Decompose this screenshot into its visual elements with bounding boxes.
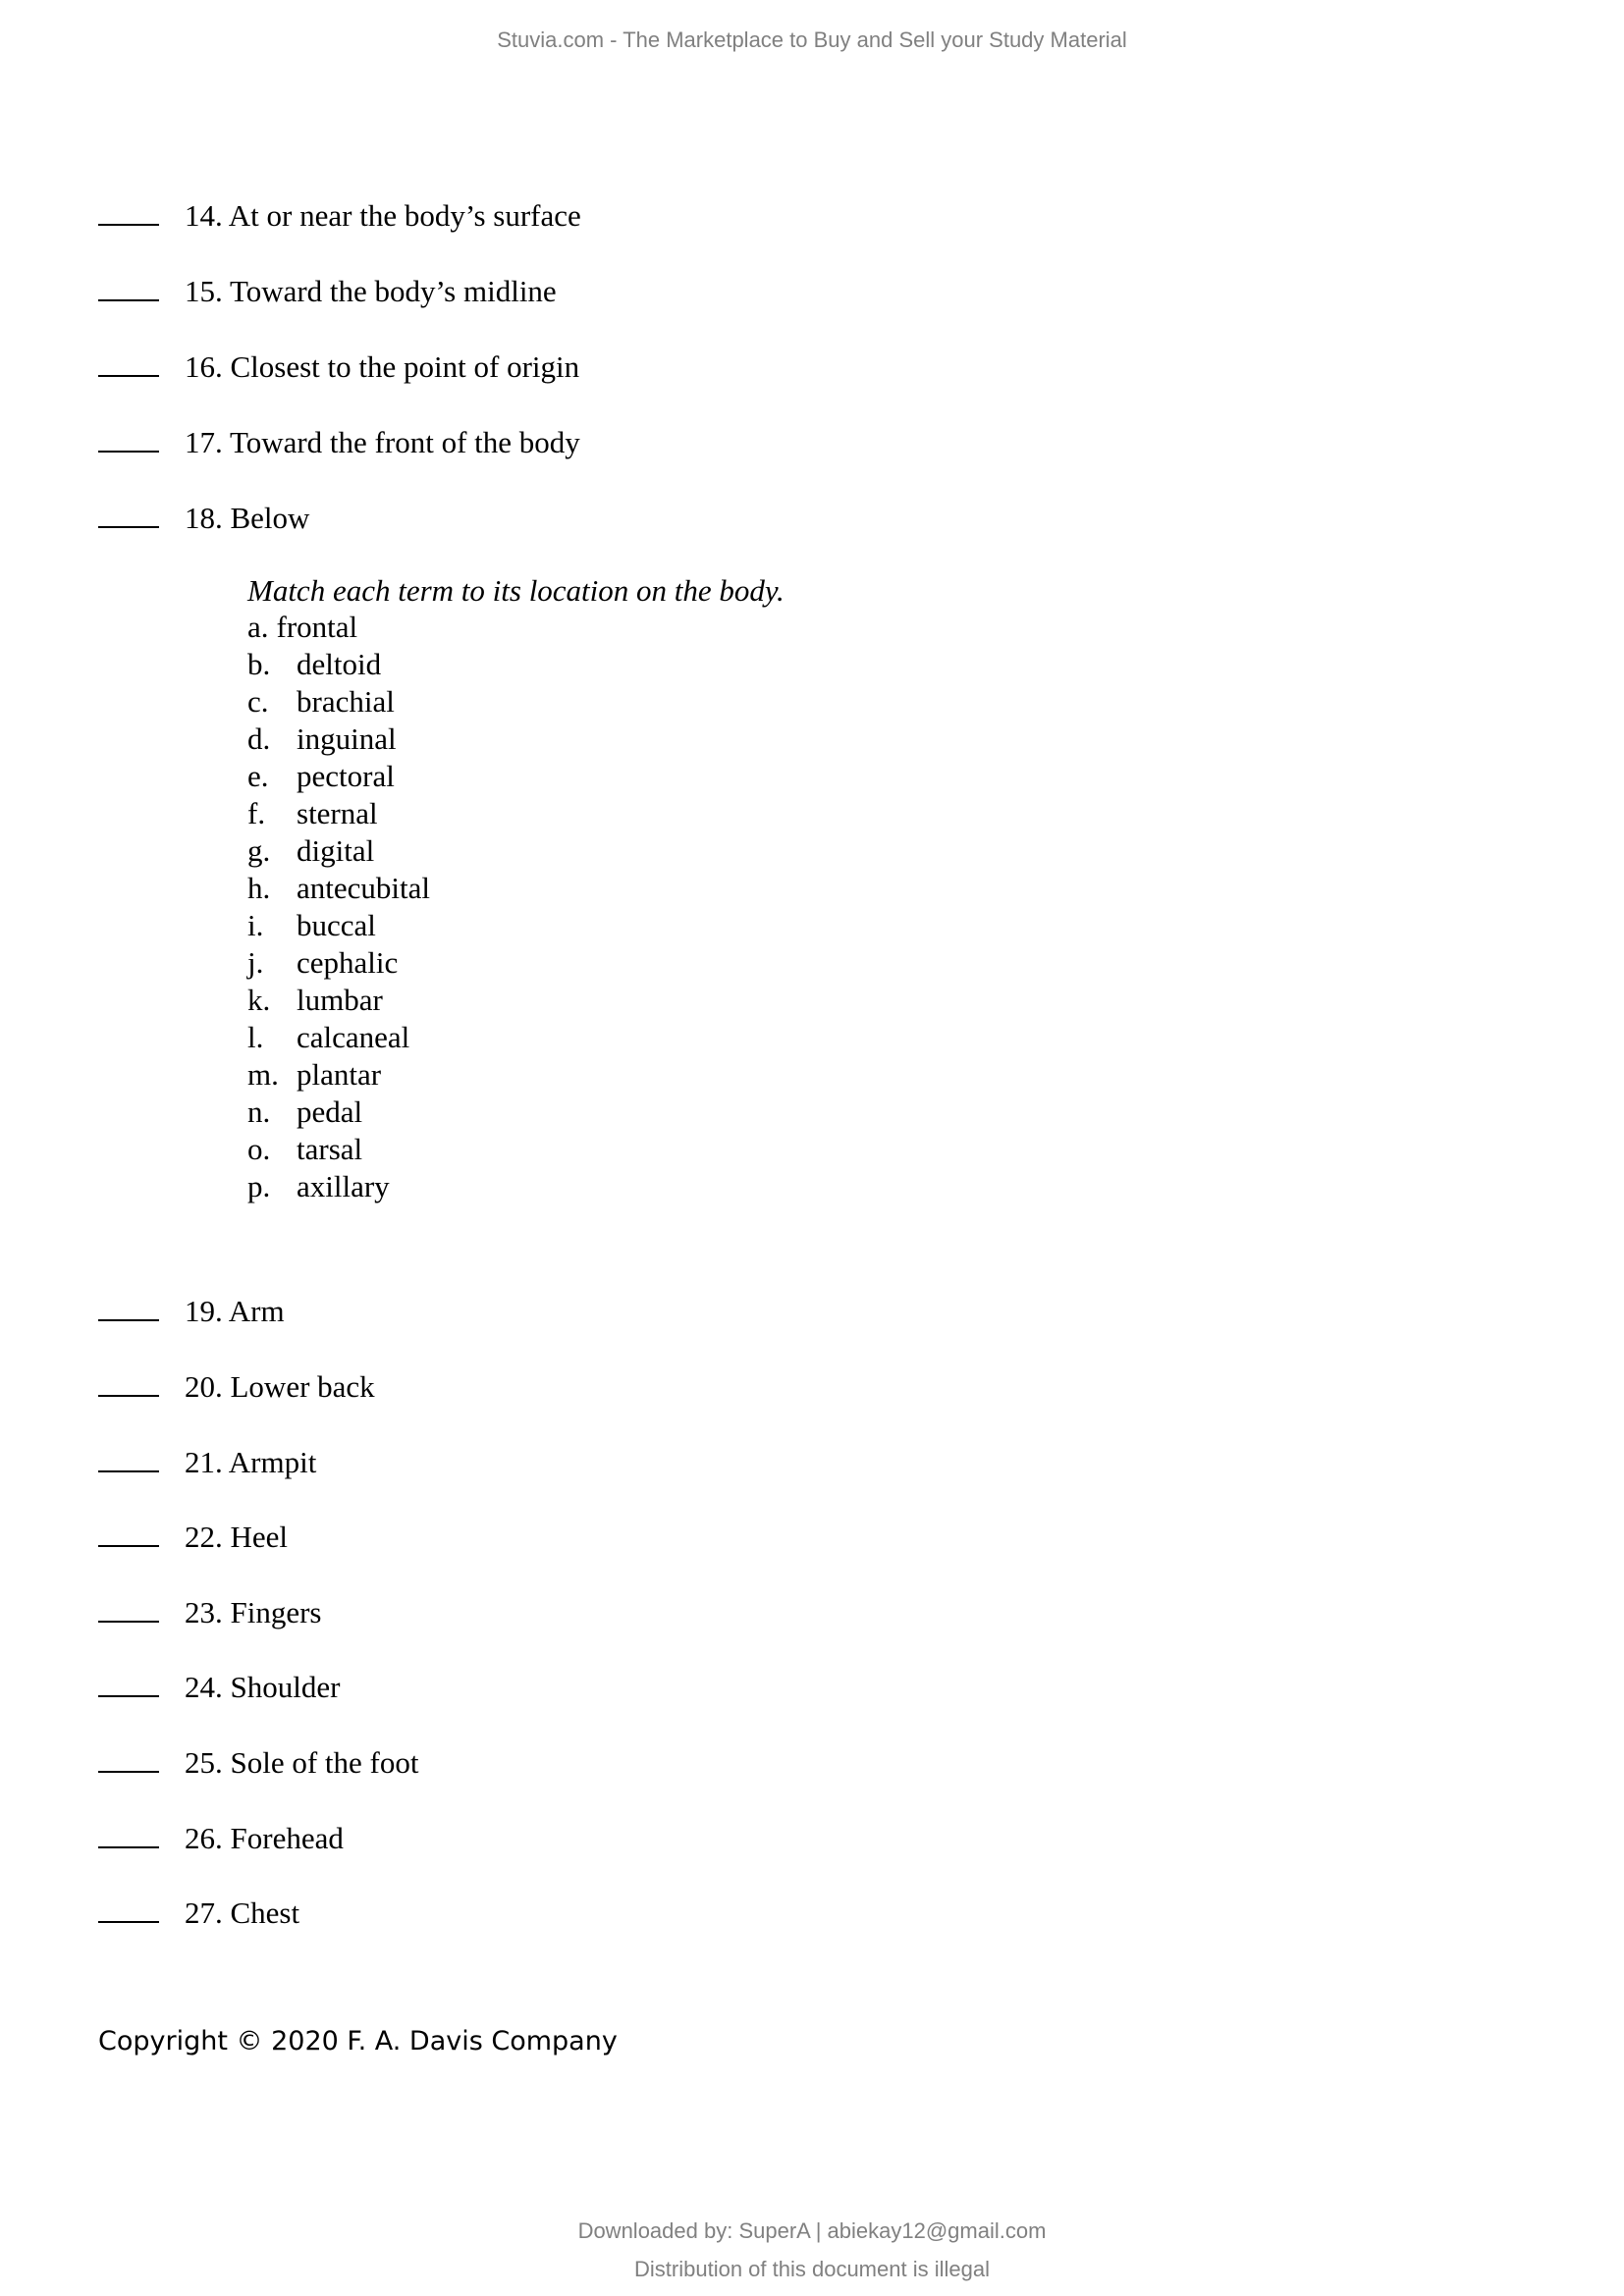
option-letter: j. [247, 945, 264, 980]
answer-blank[interactable] [98, 347, 159, 377]
answer-blank[interactable] [98, 1819, 159, 1848]
option-letter: h. [247, 871, 271, 905]
answer-blank[interactable] [98, 1518, 159, 1547]
option-n [247, 1094, 430, 1131]
option-letter: e. [247, 759, 269, 793]
answer-blank[interactable] [98, 1443, 159, 1472]
question-text: 16. Closest to the point of origin [185, 349, 580, 384]
option-letter: k. [247, 983, 271, 1017]
option-letter: o. [247, 1132, 271, 1166]
option-b [247, 646, 430, 683]
question-text: 23. Fingers [185, 1595, 322, 1629]
question-21 [98, 1443, 316, 1482]
answer-blank[interactable] [98, 1367, 159, 1397]
answer-blank[interactable] [98, 1894, 159, 1923]
option-letter: m. [247, 1057, 279, 1092]
option-term: deltoid [297, 647, 382, 681]
answer-blank[interactable] [98, 423, 159, 453]
question-text: 24. Shoulder [185, 1670, 341, 1704]
footer-downloaded-by: Downloaded by: SuperA | abiekay12@gmail.com [577, 2218, 1047, 2243]
question-text: 22. Heel [185, 1520, 289, 1554]
option-term: digital [297, 833, 375, 868]
option-term: axillary [297, 1169, 390, 1203]
option-l [247, 1019, 430, 1056]
option-term: plantar [297, 1057, 382, 1092]
question-text: 18. Below [185, 501, 310, 535]
question-18 [98, 499, 309, 538]
answer-blank[interactable] [98, 499, 159, 528]
option-f [247, 795, 430, 832]
question-text: 26. Forehead [185, 1821, 344, 1855]
option-term: frontal [276, 610, 358, 644]
option-letter: a. [247, 610, 269, 644]
option-a [247, 609, 430, 646]
question-17 [98, 423, 580, 462]
question-text: 27. Chest [185, 1896, 300, 1930]
option-term: pectoral [297, 759, 395, 793]
question-text: 25. Sole of the foot [185, 1745, 419, 1780]
option-h [247, 870, 430, 907]
answer-blank[interactable] [98, 196, 159, 226]
option-c [247, 683, 430, 721]
option-g [247, 832, 430, 870]
matching-options-list [247, 609, 430, 1205]
option-term: lumbar [297, 983, 383, 1017]
option-term: brachial [297, 684, 395, 719]
option-letter: c. [247, 684, 269, 719]
option-letter: d. [247, 721, 271, 756]
question-27 [98, 1894, 299, 1933]
option-p [247, 1168, 430, 1205]
option-letter: i. [247, 908, 264, 942]
question-26 [98, 1819, 344, 1858]
question-15 [98, 272, 557, 311]
option-d [247, 721, 430, 758]
option-term: inguinal [297, 721, 397, 756]
answer-blank[interactable] [98, 1593, 159, 1623]
question-24 [98, 1668, 340, 1707]
question-25 [98, 1743, 419, 1783]
option-letter: l. [247, 1020, 264, 1054]
question-text: 14. At or near the body’s surface [185, 198, 581, 233]
option-term: cephalic [297, 945, 399, 980]
option-term: pedal [297, 1095, 363, 1129]
question-22 [98, 1518, 288, 1557]
option-term: antecubital [297, 871, 430, 905]
footer-distribution-notice: Distribution of this document is illegal [634, 2257, 990, 2281]
option-i [247, 907, 430, 944]
copyright-notice: Copyright © 2020 F. A. Davis Company [98, 2026, 618, 2056]
option-letter: n. [247, 1095, 271, 1129]
answer-blank[interactable] [98, 272, 159, 301]
question-14 [98, 196, 581, 236]
option-term: tarsal [297, 1132, 363, 1166]
question-text: 15. Toward the body’s midline [185, 274, 557, 308]
question-text: 19. Arm [185, 1294, 285, 1328]
answer-blank[interactable] [98, 1668, 159, 1697]
option-term: buccal [297, 908, 376, 942]
answer-blank[interactable] [98, 1743, 159, 1773]
question-text: 17. Toward the front of the body [185, 425, 580, 459]
option-term: sternal [297, 796, 378, 830]
option-letter: g. [247, 833, 271, 868]
question-20 [98, 1367, 375, 1407]
option-letter: f. [247, 796, 266, 830]
question-19 [98, 1292, 285, 1331]
option-e [247, 758, 430, 795]
question-16 [98, 347, 579, 387]
option-j [247, 944, 430, 982]
option-m [247, 1056, 430, 1094]
option-o [247, 1131, 430, 1168]
question-23 [98, 1593, 322, 1632]
header-watermark: Stuvia.com - The Marketplace to Buy and Sell your Study Material [497, 27, 1127, 52]
matching-instruction: Match each term to its location on the body. [247, 573, 785, 608]
option-letter: p. [247, 1169, 271, 1203]
answer-blank[interactable] [98, 1292, 159, 1321]
option-k [247, 982, 430, 1019]
option-term: calcaneal [297, 1020, 410, 1054]
question-text: 20. Lower back [185, 1369, 375, 1404]
question-text: 21. Armpit [185, 1445, 317, 1479]
option-letter: b. [247, 647, 271, 681]
